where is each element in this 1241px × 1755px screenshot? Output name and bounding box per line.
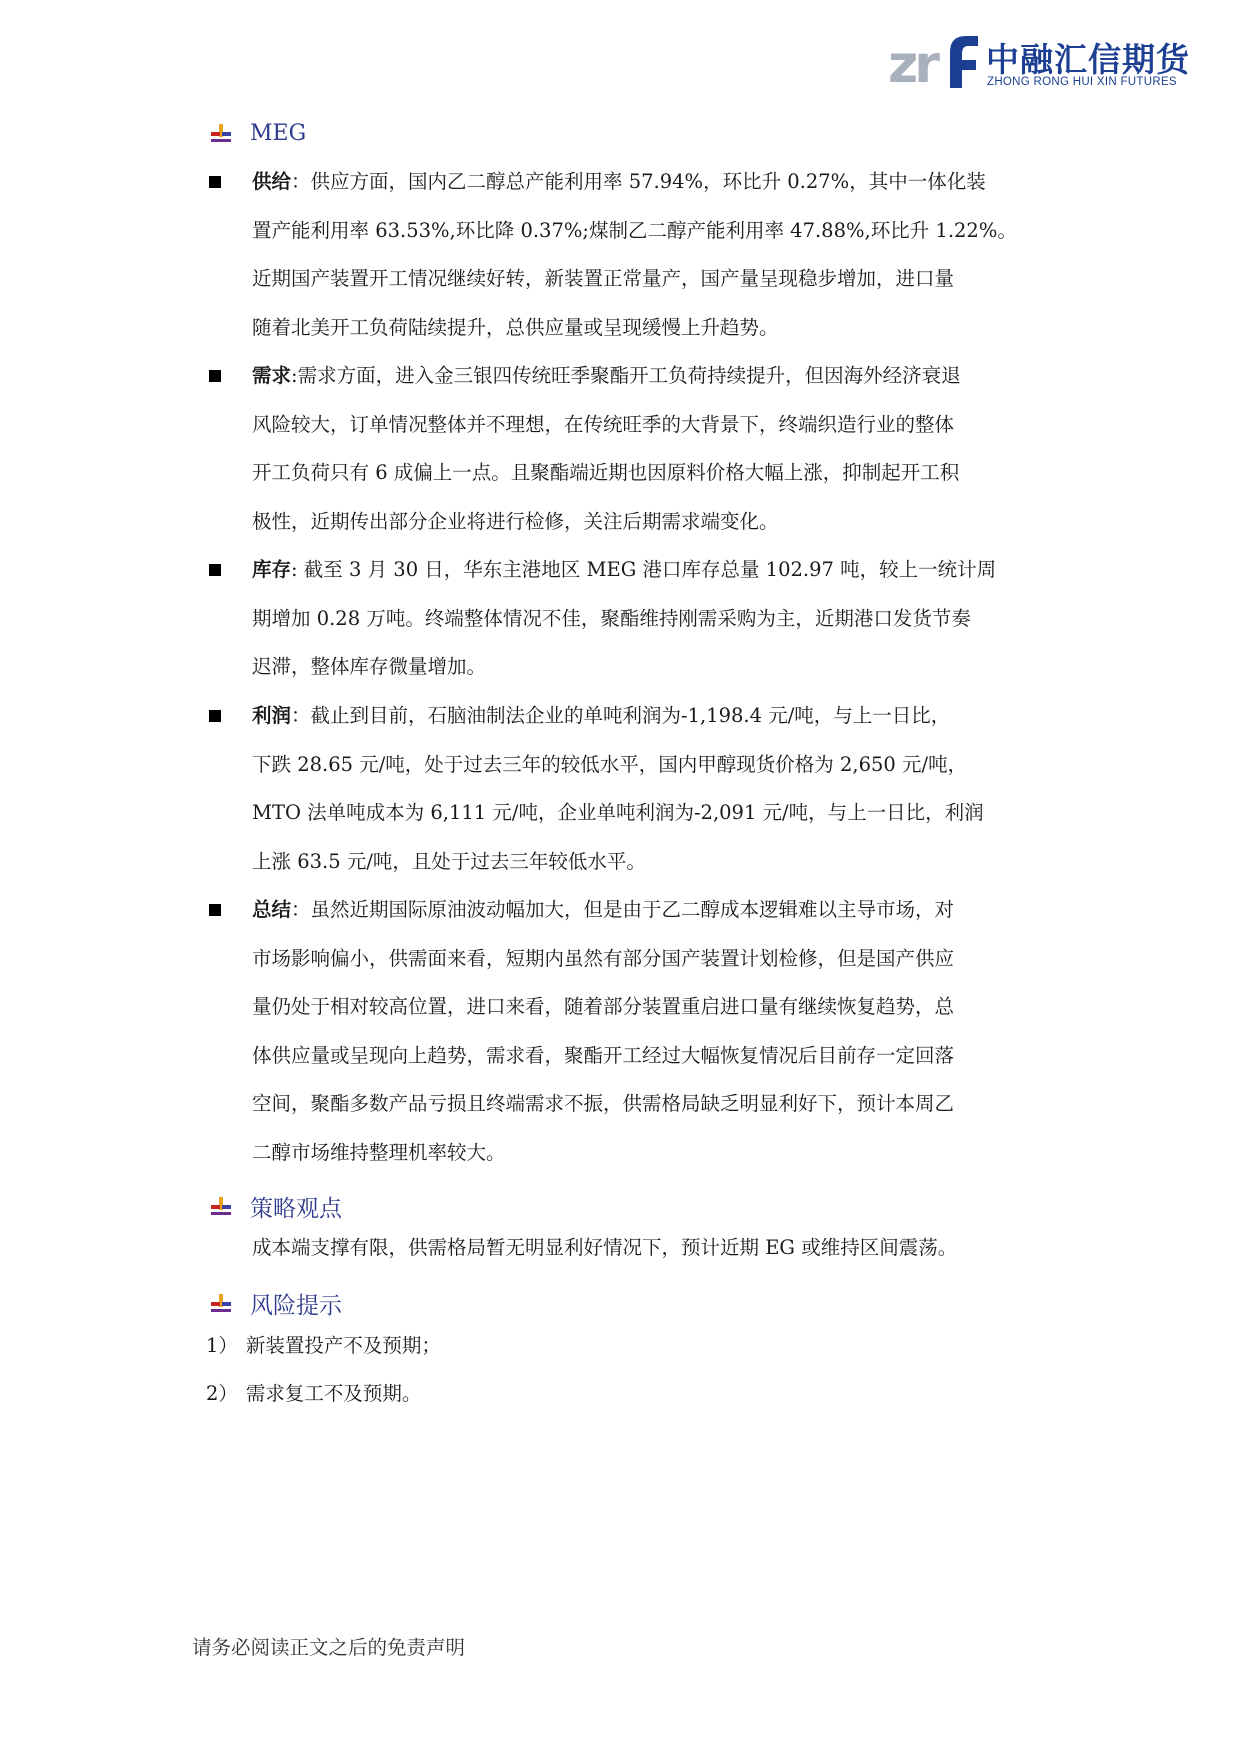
section-heading-strategy (210, 1190, 342, 1223)
summary-line: 体供应量或呈现向上趋势，需求看，聚酯开工经过大幅恢复情况后目前存一定回落 (252, 1043, 955, 1067)
section-title-risk: 风险提示 (250, 1293, 342, 1319)
profit-line: 上涨 63.5 元/吨，且处于过去三年较低水平。 (252, 849, 646, 873)
demand-line: 极性，近期传出部分企业将进行检修，关注后期需求端变化。 (252, 509, 779, 533)
supply-line: 近期国产装置开工情况继续好转，新装置正常量产，国产量呈现稳步增加，进口量 (252, 267, 955, 290)
supply-line: 随着北美开工负荷陆续提升，总供应量或呈现缓慢上升趋势。 (252, 315, 779, 339)
summary-line: 空间，聚酯多数产品亏损且终端需求不振，供需格局缺乏明显利好下，预计本周乙 (252, 1092, 955, 1115)
square-bullet-icon (209, 370, 221, 382)
disclaimer-footer: 请务必阅读正文之后的免责声明 (192, 1636, 466, 1659)
profit-line: 下跌 28.65 元/吨，处于过去三年的较低水平，国内甲醇现货价格为 2,650 元/吨， (252, 752, 968, 776)
strategy-text: 成本端支撑有限，供需格局暂无明显利好情况下，预计近期 EG 或维持区间震荡。 (252, 1236, 958, 1259)
section-heading-risk (210, 1287, 342, 1320)
arrow-cross-icon (210, 123, 232, 145)
profit-label: 利润 (252, 704, 292, 727)
demand-paragraph (252, 352, 1038, 546)
summary-label: 总结 (252, 898, 292, 921)
arrow-cross-icon (210, 1293, 232, 1315)
profit-line: ：截止到目前，石脑油制法企业的单吨利润为-1,198.4 元/吨，与上一日比， (291, 704, 951, 727)
supply-paragraph (252, 158, 1038, 352)
risk-item-number: 2） (206, 1382, 238, 1405)
summary-line: 二醇市场维持整理机率较大。 (252, 1140, 506, 1164)
square-bullet-icon (209, 176, 221, 188)
summary-line: ：虽然近期国际原油波动幅加大，但是由于乙二醇成本逻辑难以主导市场，对 (291, 898, 955, 921)
risk-item-text: 新装置投产不及预期； (245, 1334, 441, 1357)
logo-english-name: ZHONG RONG HUI XIN FUTURES (987, 76, 1177, 88)
square-bullet-icon (209, 564, 221, 576)
square-bullet-icon (209, 904, 221, 916)
inventory-label: 库存 (252, 558, 292, 581)
section-title-strategy: 策略观点 (250, 1196, 342, 1222)
arrow-cross-icon (210, 1196, 232, 1218)
section-heading-meg (210, 121, 306, 146)
summary-paragraph (252, 886, 1038, 1177)
supply-label: 供给 (252, 170, 292, 193)
risk-item (206, 1378, 421, 1406)
square-bullet-icon (209, 710, 221, 722)
inventory-line: 期增加 0.28 万吨。终端整体情况不佳，聚酯维持刚需采购为主，近期港口发货节奏 (252, 606, 971, 630)
summary-line: 量仍处于相对较高位置，进口来看，随着部分装置重启进口量有继续恢复趋势，总 (252, 995, 955, 1018)
inventory-paragraph (252, 546, 1038, 692)
section-title-meg: MEG (250, 121, 307, 146)
inventory-line: 迟滞，整体库存微量增加。 (252, 655, 487, 678)
risk-item-number: 1） (206, 1334, 238, 1357)
zrf-logo-mark-icon (888, 30, 980, 90)
company-logo (888, 30, 1190, 90)
demand-line: :需求方面，进入金三银四传统旺季聚酯开工负荷持续提升，但因海外经济衰退 (291, 364, 961, 387)
profit-paragraph (252, 692, 1038, 886)
risk-item-text: 需求复工不及预期。 (245, 1382, 422, 1405)
summary-line: 市场影响偏小，供需面来看，短期内虽然有部分国产装置计划检修，但是国产供应 (252, 946, 955, 970)
profit-line: MTO 法单吨成本为 6,111 元/吨，企业单吨利润为-2,091 元/吨，与上一日比，利润 (252, 801, 984, 824)
demand-line: 风险较大，订单情况整体并不理想，在传统旺季的大背景下，终端织造行业的整体 (252, 412, 955, 436)
logo-chinese-name: 中融汇信期货 (986, 40, 1190, 79)
supply-line: ：供应方面，国内乙二醇总产能利用率 57.94%，环比升 0.27%，其中一体化装 (291, 170, 986, 193)
demand-label: 需求 (252, 364, 292, 387)
inventory-line: : 截至 3 月 30 日，华东主港地区 MEG 港口库存总量 102.97 吨，较上一统计周 (291, 558, 997, 581)
risk-item (206, 1330, 441, 1358)
demand-line: 开工负荷只有 6 成偏上一点。且聚酯端近期也因原料价格大幅上涨，抑制起开工积 (252, 461, 960, 484)
svg-text:zr: zr (888, 35, 936, 90)
supply-line: 置产能利用率 63.53%,环比降 0.37%;煤制乙二醇产能利用率 47.88%,环比升 1.22%。 (252, 218, 1017, 242)
